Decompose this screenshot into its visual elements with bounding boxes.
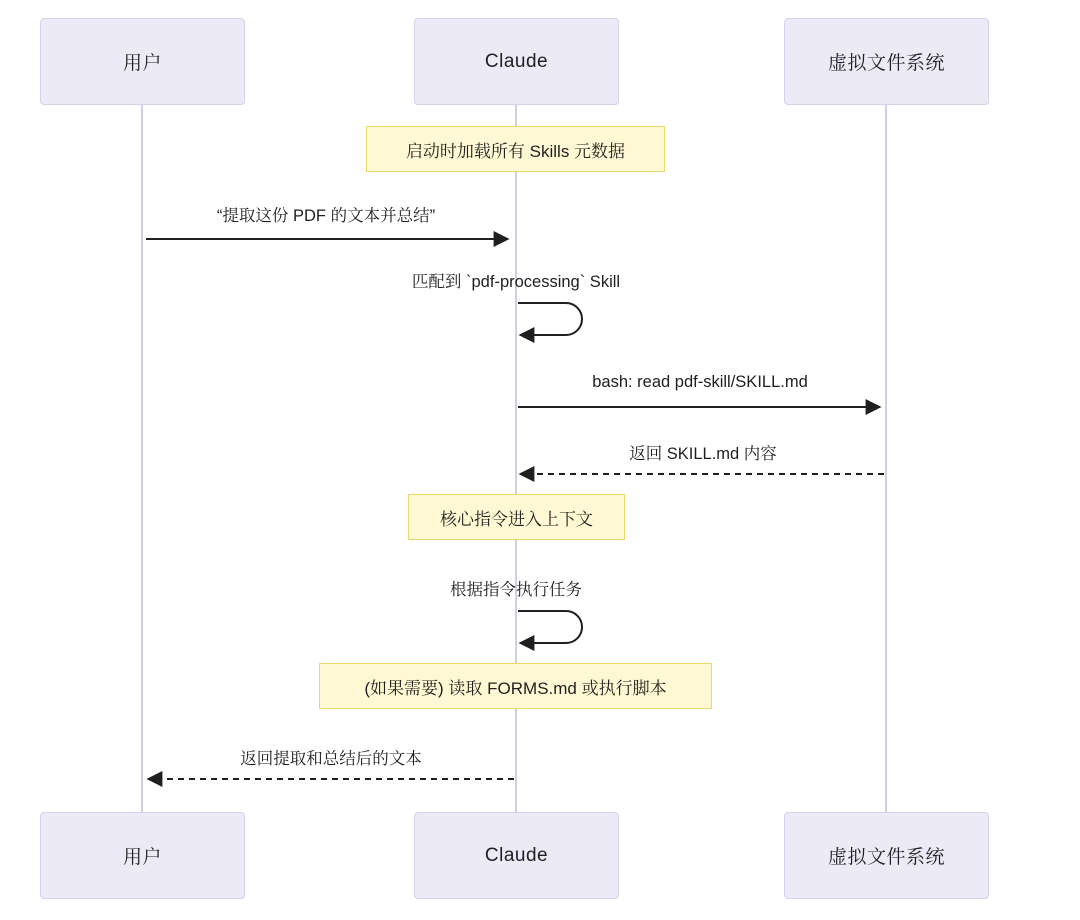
label-msg-return-skill: 返回 SKILL.md 内容 <box>629 445 777 463</box>
actor-box-vfs-bottom[interactable] <box>784 812 989 899</box>
label-msg-read-skill: bash: read pdf-skill/SKILL.md <box>592 373 808 391</box>
actor-label-claude-bottom: Claude <box>484 844 549 866</box>
actor-label-user-bottom: 用户 <box>122 847 162 868</box>
arrow-msg-match-skill <box>518 303 582 335</box>
actor-box-user-top[interactable] <box>40 18 245 105</box>
actor-label-vfs-bottom: 虚拟文件系统 <box>827 847 945 868</box>
note-startup-label: 启动时加载所有 Skills 元数据 <box>405 141 626 161</box>
actor-box-vfs-top[interactable] <box>784 18 989 105</box>
label-msg-return-result: 返回提取和总结后的文本 <box>240 750 422 768</box>
actor-box-claude-bottom[interactable] <box>414 812 619 899</box>
actor-box-claude-top[interactable] <box>414 18 619 105</box>
note-startup <box>366 126 665 172</box>
label-msg-execute-task: 根据指令执行任务 <box>450 581 582 599</box>
label-msg-match-skill: 匹配到 `pdf-processing` Skill <box>411 273 621 291</box>
arrow-msg-execute-task <box>518 611 582 643</box>
actor-box-user-bottom[interactable] <box>40 812 245 899</box>
actor-label-claude-top: Claude <box>484 50 549 72</box>
note-core-instructions-label: 核心指令进入上下文 <box>440 509 593 529</box>
note-optional-read <box>319 663 712 709</box>
note-optional-read-label: (如果需要) 读取 FORMS.md 或执行脚本 <box>364 678 667 698</box>
actor-label-user-top: 用户 <box>122 53 162 74</box>
note-core-instructions <box>408 494 625 540</box>
label-msg-user-request: “提取这份 PDF 的文本并总结” <box>216 207 436 225</box>
actor-label-vfs-top: 虚拟文件系统 <box>827 53 945 74</box>
